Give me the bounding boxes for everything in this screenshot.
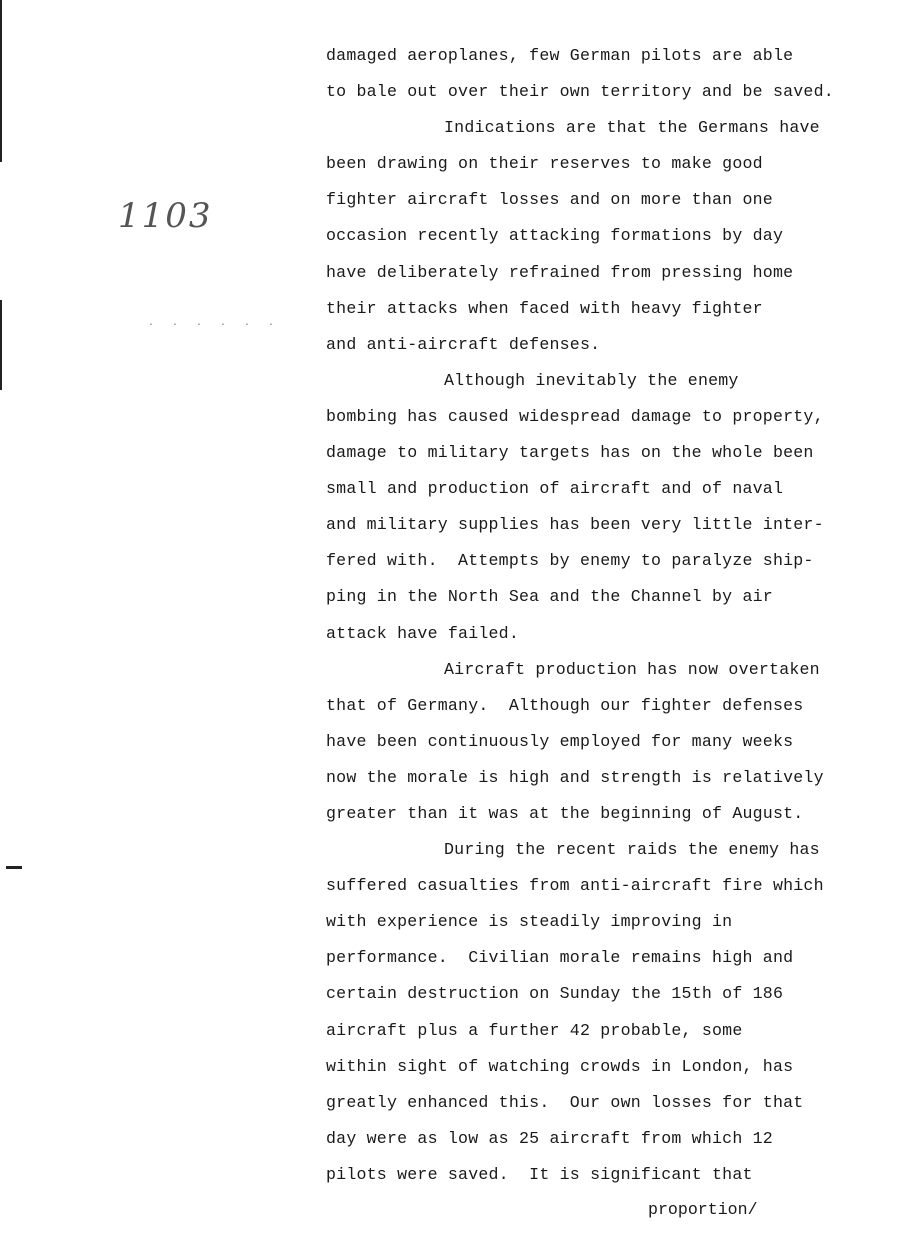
text-line: occasion recently attacking formations by day — [326, 226, 784, 246]
text-line: damaged aeroplanes, few German pilots are able — [326, 46, 794, 65]
text-line: now the morale is high and strength is relatively — [326, 767, 824, 787]
text-line: suffered casualties from anti-aircraft fire which — [326, 876, 824, 896]
text-line: small and production of aircraft and of naval — [326, 479, 784, 499]
catchword: proportion/ — [648, 1200, 758, 1219]
text-line: fighter aircraft losses and on more than one — [326, 190, 773, 210]
text-line: During the recent raids the enemy has — [444, 840, 820, 860]
text-line: and military supplies has been very little inter- — [326, 515, 824, 535]
text-line: day were as low as 25 aircraft from which 12 — [326, 1128, 773, 1148]
text-line: certain destruction on Sunday the 15th of 186 — [326, 984, 784, 1004]
binding-edge-line — [0, 300, 2, 390]
text-line: bombing has caused widespread damage to property, — [326, 406, 824, 426]
text-line: Indications are that the Germans have — [444, 118, 820, 138]
text-line: pilots were saved. It is significant that — [326, 1164, 753, 1184]
text-line: to bale out over their own territory and be saved. — [326, 82, 834, 102]
pencil-dots: . . . . . . — [148, 318, 281, 329]
text-line: and anti-aircraft defenses. — [326, 334, 601, 354]
text-line: been drawing on their reserves to make good — [326, 154, 763, 174]
text-line: that of Germany. Although our fighter defenses — [326, 695, 804, 715]
text-line: greatly enhanced this. Our own losses for that — [326, 1092, 804, 1112]
handwritten-page-number: 1103 — [118, 196, 213, 236]
text-line: within sight of watching crowds in London, has — [326, 1056, 794, 1076]
text-line: with experience is steadily improving in — [326, 912, 733, 932]
text-line: greater than it was at the beginning of August. — [326, 803, 804, 823]
text-line: performance. Civilian morale remains high and — [326, 948, 794, 968]
text-line: their attacks when faced with heavy fighter — [326, 298, 763, 318]
typed-text-body — [326, 38, 886, 1193]
text-line: Although inevitably the enemy — [444, 370, 739, 390]
text-line: have deliberately refrained from pressing home — [326, 262, 794, 282]
text-line: Aircraft production has now overtaken — [444, 659, 820, 679]
binding-edge-line — [0, 0, 2, 162]
text-line: fered with. Attempts by enemy to paralyze ship- — [326, 551, 814, 571]
text-line: attack have failed. — [326, 623, 519, 643]
text-line: have been continuously employed for many weeks — [326, 731, 794, 751]
text-line: ping in the North Sea and the Channel by air — [326, 587, 773, 607]
margin-mark — [6, 866, 22, 869]
text-line: aircraft plus a further 42 probable, some — [326, 1020, 743, 1040]
text-line: damage to military targets has on the whole been — [326, 443, 814, 463]
